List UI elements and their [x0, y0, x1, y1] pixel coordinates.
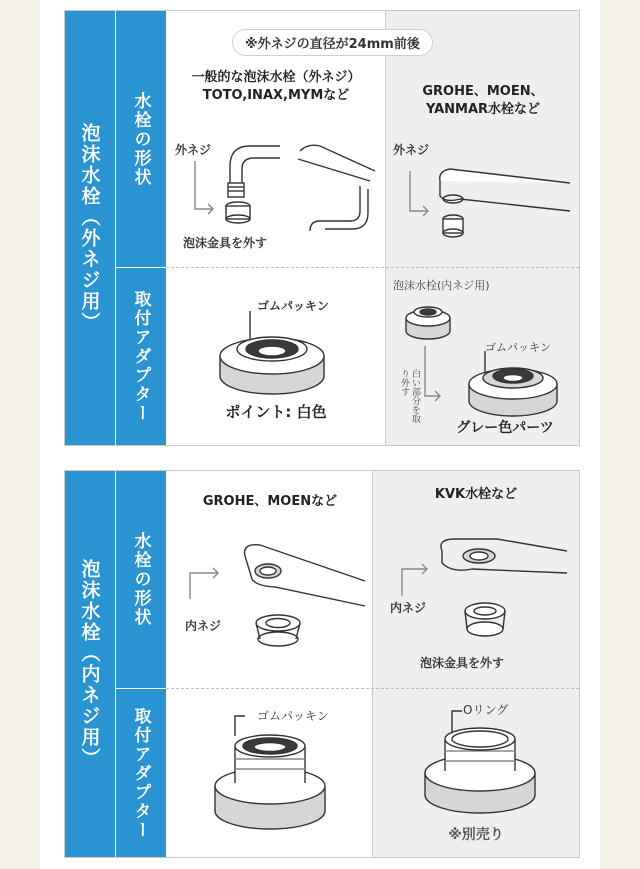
row-header-adapter-label: 取付アダプター: [130, 706, 151, 840]
column-divider: [372, 471, 373, 857]
left-point-label: ポイント: 白色: [225, 403, 327, 421]
right-heading-line1: GROHE、MOEN、: [422, 84, 544, 99]
adapter-oring-illustration: [400, 707, 560, 822]
faucet-external-thread-illustration: [170, 131, 385, 236]
right-remove-label: 泡沫金具を外す: [420, 656, 505, 670]
left-heading-line1: 一般的な泡沫水栓（外ネジ）: [191, 70, 361, 85]
diameter-note: ※外ネジの直径が24mm前後: [232, 29, 433, 56]
panel-internal-thread: [64, 470, 580, 858]
adapter-white-illustration: [210, 301, 340, 401]
left-remove-label: 泡沫金具を外す: [183, 236, 268, 250]
panel-title-bar: [65, 471, 115, 857]
right-heading: [390, 83, 576, 119]
right-oring-label: Oリング: [463, 703, 509, 717]
right-heading: KVK水栓など: [434, 487, 518, 502]
right-remove-note: 白い部分を取り外す: [399, 369, 420, 423]
right-sold-label: ※別売り: [448, 827, 504, 843]
row-header-shape: [116, 11, 166, 267]
row-header-adapter: [116, 689, 166, 857]
faucet-kvk-illustration: [377, 511, 577, 651]
row-header-adapter-label: 取付アダプター: [130, 290, 151, 423]
adapter-internal-illustration: [195, 711, 345, 841]
right-heading-line2: YANMAR水栓など: [425, 102, 541, 117]
row-header-adapter: [116, 268, 166, 445]
adapter-grey-illustration: [395, 296, 575, 421]
right-thread-label: 内ネジ: [390, 601, 427, 615]
row-header-shape-label: 水栓の形状: [130, 532, 151, 627]
right-thread-label: 外ネジ: [393, 143, 430, 157]
left-heading: GROHE、MOENなど: [202, 494, 338, 509]
row-header-shape: [116, 471, 166, 688]
left-thread-label: 内ネジ: [185, 619, 222, 633]
row-divider: [166, 688, 579, 689]
panel-title: 泡沫水栓（内ネジ用）: [78, 559, 101, 769]
panel-title-bar: [65, 11, 115, 445]
right-inner-label: 泡沫水栓(内ネジ用): [393, 279, 490, 292]
right-gasket-label: ゴムパッキン: [485, 341, 551, 354]
faucet-grohe-illustration: [390, 151, 575, 246]
column-divider: [385, 11, 386, 445]
left-thread-label: 外ネジ: [175, 143, 212, 157]
panel-external-thread: [64, 10, 580, 446]
row-divider: [166, 267, 579, 268]
panel-title: 泡沫水栓（外ネジ用）: [78, 123, 101, 333]
left-gasket-label: ゴムパッキン: [257, 709, 329, 723]
right-parts-label: グレー色パーツ: [456, 420, 554, 436]
left-heading: [170, 69, 382, 105]
row-header-shape-label: 水栓の形状: [130, 91, 151, 187]
left-heading-line2: TOTO,INAX,MYMなど: [202, 88, 350, 103]
left-gasket-label: ゴムパッキン: [257, 299, 329, 313]
